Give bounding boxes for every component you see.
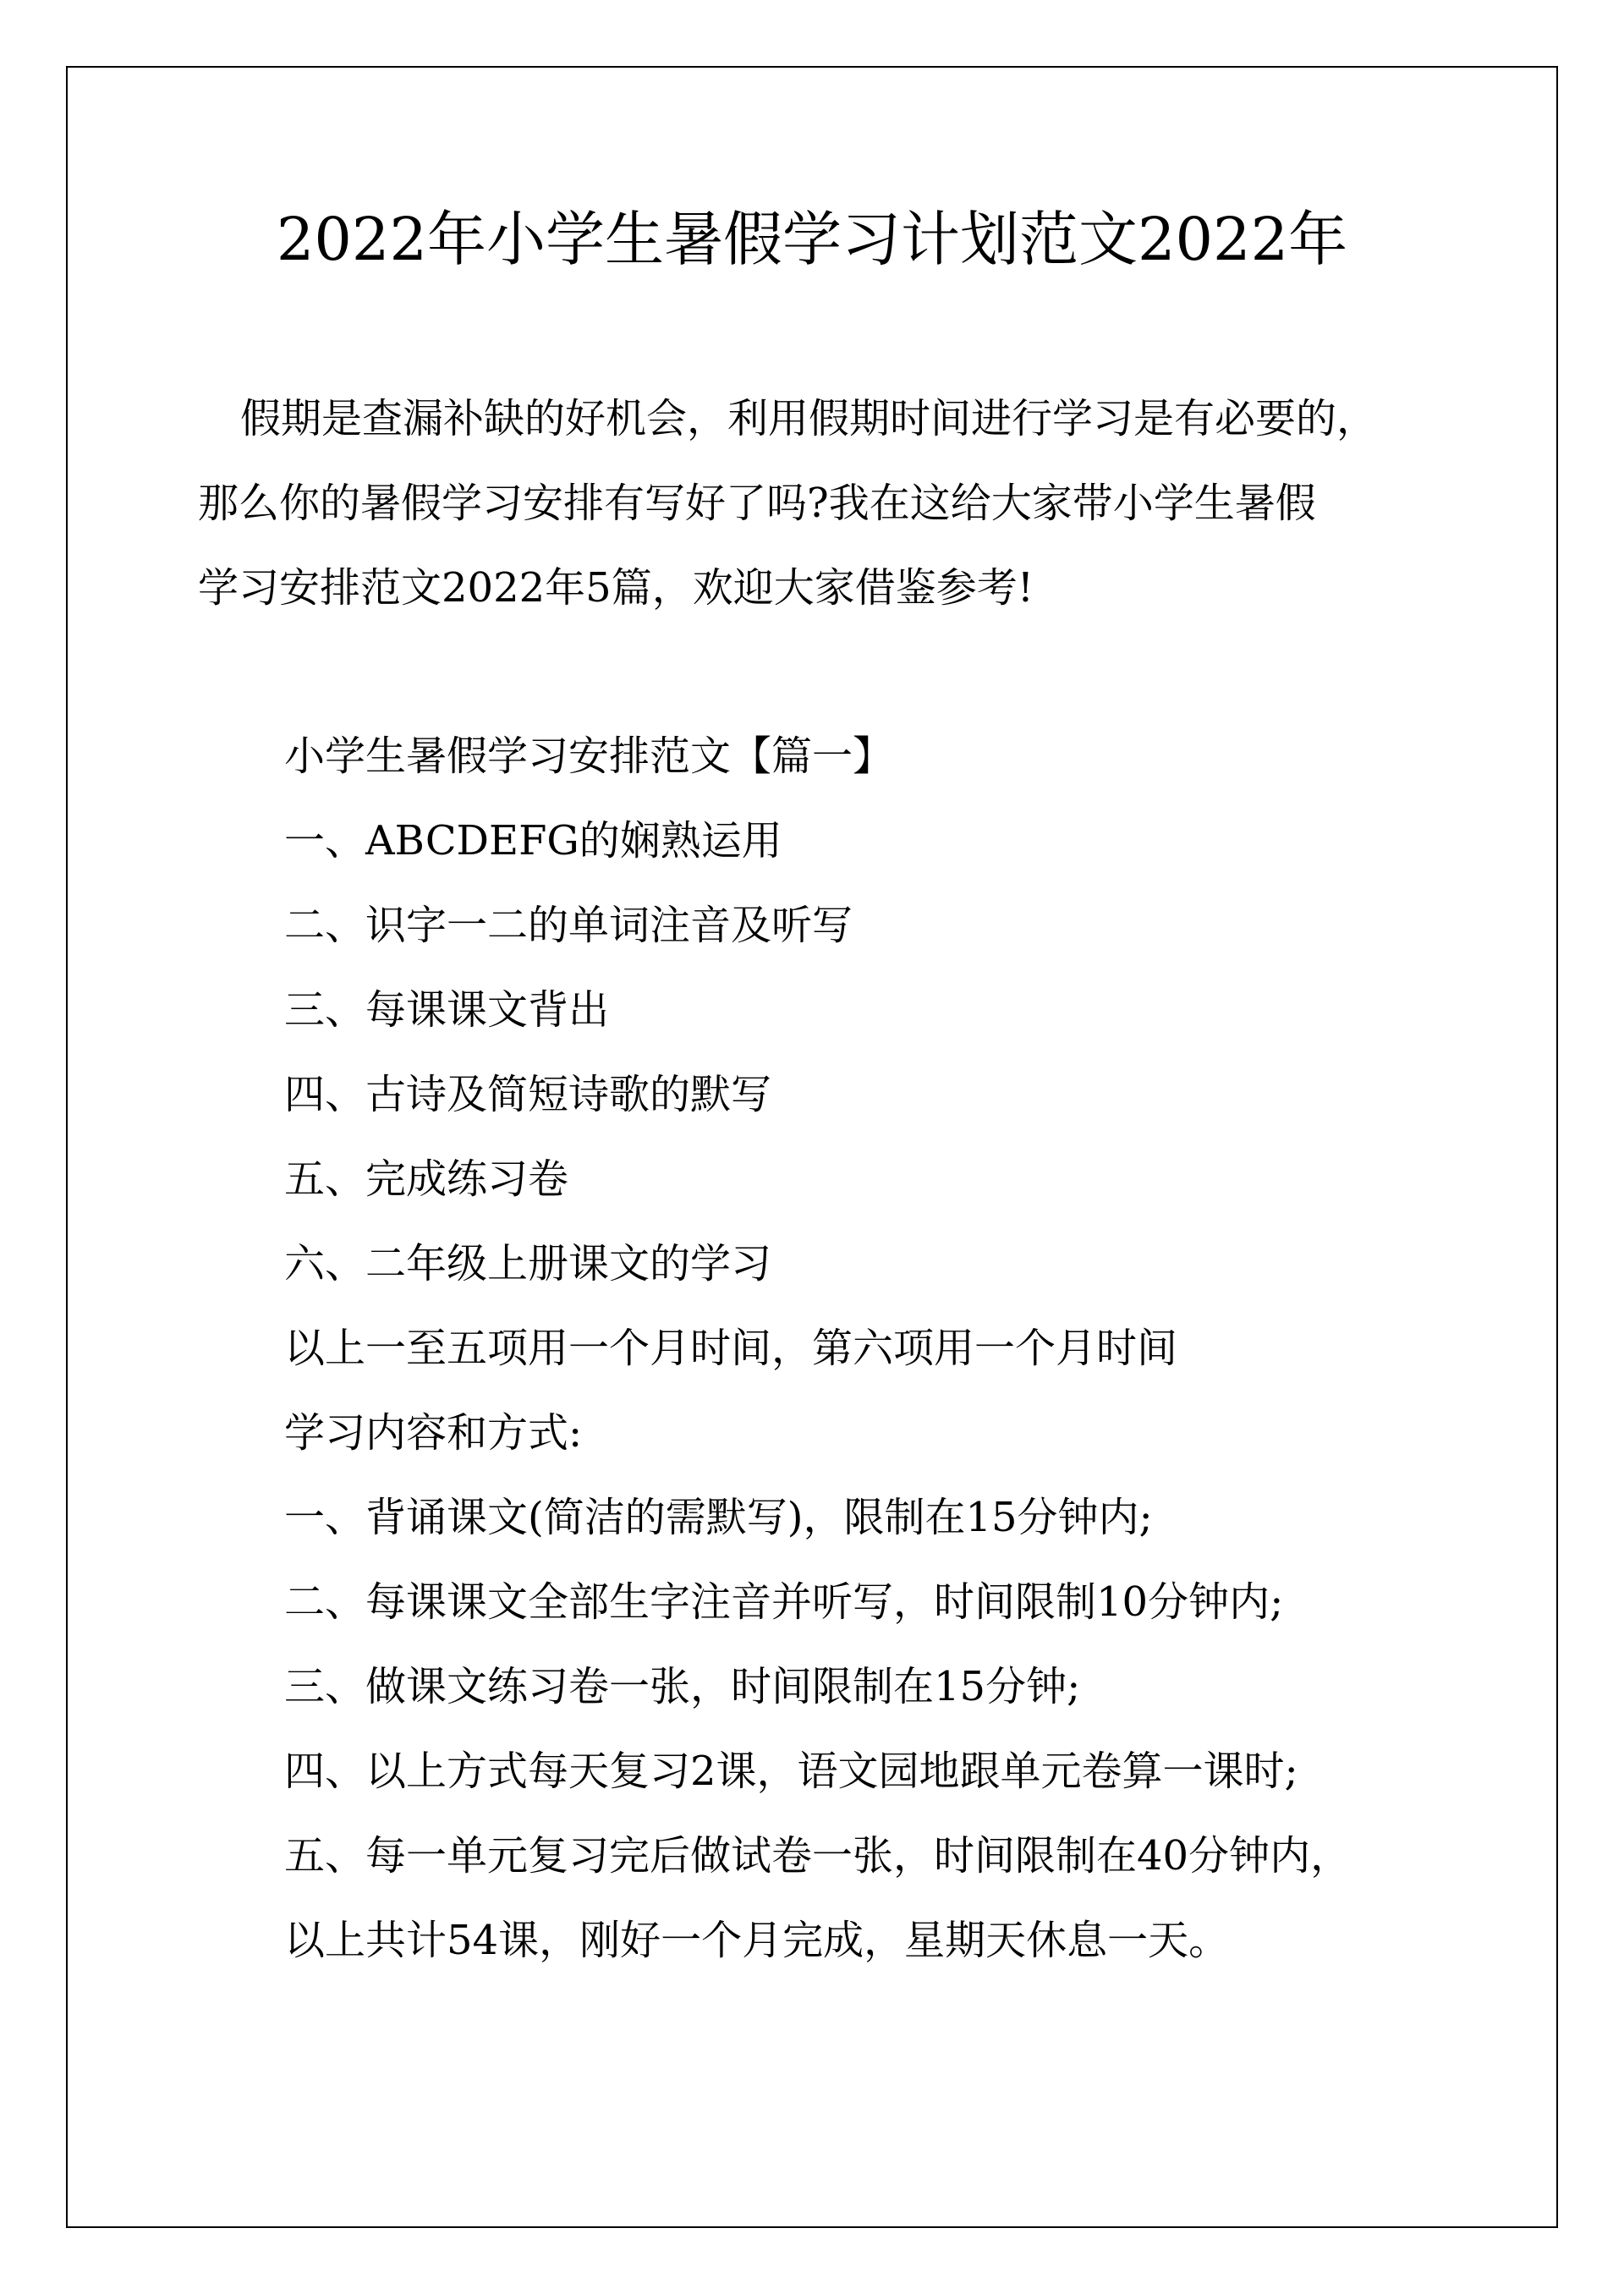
page-title: 2022年小学生暑假学习计划范文2022年	[276, 205, 1348, 274]
intro-line: 那么你的暑假学习安排有写好了吗?我在这给大家带小学生暑假	[198, 480, 1316, 527]
list-item: 一、ABCDEFG的娴熟运用	[284, 817, 782, 864]
list-item: 三、做课文练习卷一张，时间限制在15分钟;	[284, 1663, 1081, 1710]
intro-line: 学习安排范文2022年5篇，欢迎大家借鉴参考!	[198, 564, 1034, 612]
list-item: 五、每一单元复习完后做试卷一张，时间限制在40分钟内，	[284, 1832, 1352, 1880]
intro-paragraph	[198, 376, 1433, 630]
list-item: 四、以上方式每天复习2课，语文园地跟单元卷算一课时;	[284, 1748, 1298, 1795]
list-item: 二、每课课文全部生字注音并听写，时间限制10分钟内;	[284, 1578, 1284, 1626]
list-item: 五、完成练习卷	[284, 1155, 569, 1203]
plan-section	[284, 714, 1468, 1983]
summary-line: 以上共计54课，刚好一个月完成，星期天休息一天。	[284, 1917, 1230, 1964]
section-heading: 小学生暑假学习安排范文【篇一】	[284, 733, 894, 780]
intro-line: 假期是查漏补缺的好机会，利用假期时间进行学习是有必要的，	[240, 395, 1378, 442]
list-item: 二、识字一二的单词注音及听写	[284, 902, 853, 949]
subheading: 学习内容和方式:	[284, 1409, 583, 1457]
list-item: 三、每课课文背出	[284, 986, 610, 1034]
list-item: 六、二年级上册课文的学习	[284, 1240, 772, 1287]
summary-line: 以上一至五项用一个月时间，第六项用一个月时间	[284, 1325, 1178, 1372]
list-item: 四、古诗及简短诗歌的默写	[284, 1071, 772, 1118]
list-item: 一、背诵课文(简洁的需默写)，限制在15分钟内;	[284, 1494, 1153, 1541]
